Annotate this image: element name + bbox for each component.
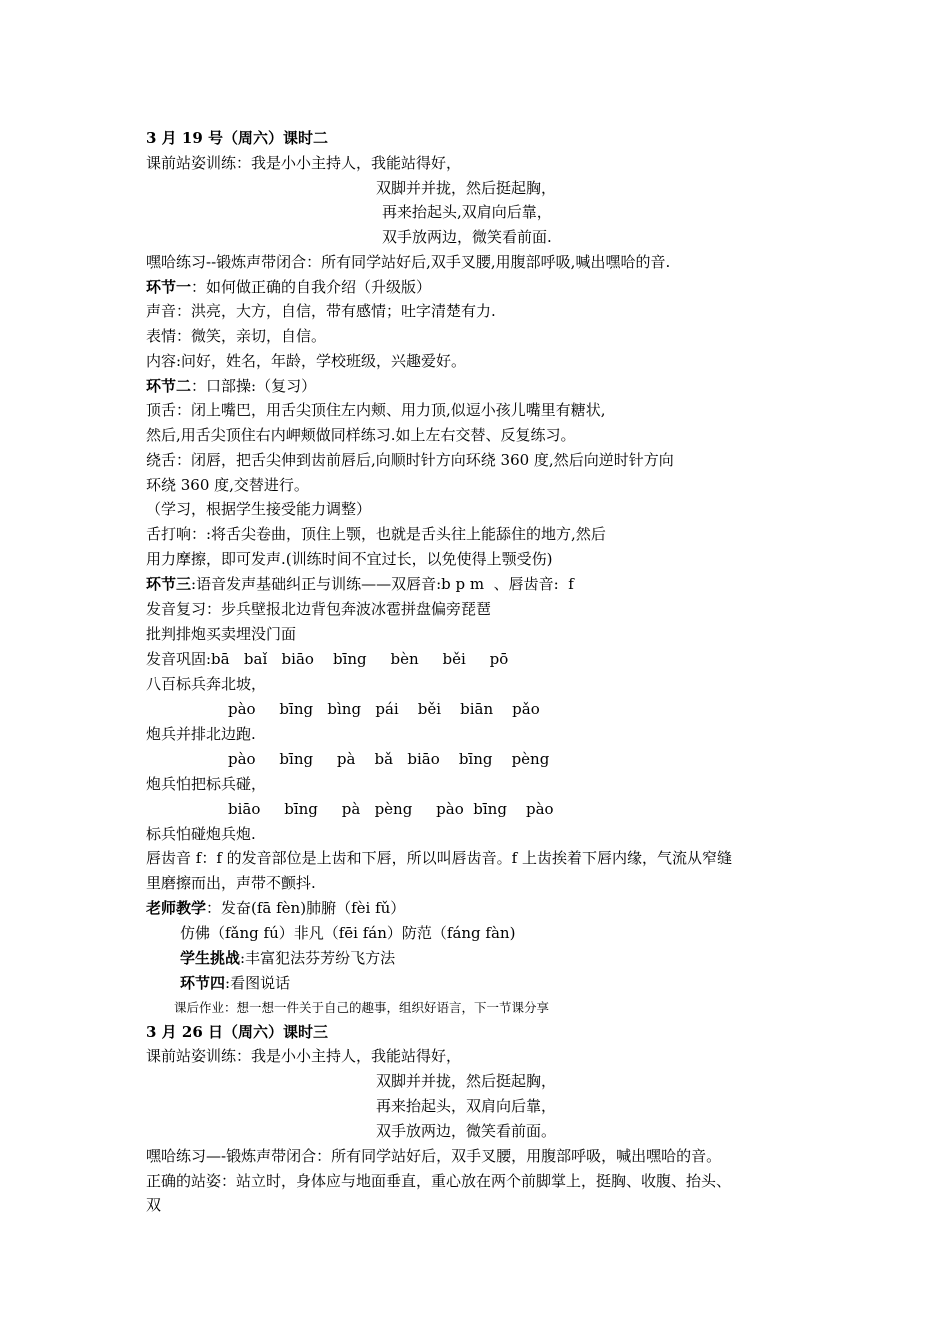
text-line bbox=[146, 301, 496, 321]
text-line bbox=[146, 326, 326, 346]
text-line bbox=[146, 277, 431, 297]
text-line bbox=[146, 376, 316, 396]
text-line bbox=[174, 998, 549, 1018]
text-line bbox=[146, 1171, 731, 1191]
text-line bbox=[180, 948, 395, 968]
text-line bbox=[146, 624, 296, 644]
text-line bbox=[376, 1121, 556, 1141]
text-run: ：发奋(fā fèn)肺腑（fèi fǔ） bbox=[206, 899, 406, 917]
text-line bbox=[146, 873, 316, 893]
text-run: 然后,用舌尖顶住右内岬颊做同样练习.如上左右交替、反复练习。 bbox=[146, 426, 576, 444]
text-run: 仿佛（fǎng fú）非凡（fēi fán）防范（fáng fàn) bbox=[180, 924, 516, 942]
bold-heading: 环节三 bbox=[146, 575, 192, 593]
text-run: ：如何做正确的自我介绍（升级版） bbox=[191, 278, 432, 296]
text-run: 里磨擦而出，声带不颤抖. bbox=[146, 874, 316, 892]
text-run: 顶舌：闭上嘴巴，用舌尖顶住左内颊、用力顶,似逗小孩儿嘴里有糖状, bbox=[146, 401, 606, 419]
text-run: 课前站姿训练：我是小小主持人，我能站得好， bbox=[146, 154, 462, 172]
text-line bbox=[146, 649, 508, 669]
text-run: pào bīng pà bǎ biāo bīng pèng bbox=[228, 750, 550, 768]
text-line bbox=[146, 674, 266, 694]
text-line bbox=[382, 227, 552, 247]
bold-heading: 环节一 bbox=[146, 278, 192, 296]
text-line bbox=[376, 1071, 556, 1091]
text-run: 再来抬起头,双肩向后靠， bbox=[382, 203, 552, 221]
text-line bbox=[146, 574, 574, 594]
text-run: 标兵怕碰炮兵炮. bbox=[146, 825, 256, 843]
text-run: 用力摩擦，即可发声.(训练时间不宜过长，以免使得上颚受伤) bbox=[146, 550, 553, 568]
text-line bbox=[146, 1195, 161, 1215]
text-run: 炮兵怕把标兵碰， bbox=[146, 775, 267, 793]
text-run: 发音复习：步兵壁报北边背包奔波冰雹拼盘偏旁琵琶 bbox=[146, 600, 492, 618]
text-line bbox=[146, 1022, 328, 1042]
text-run: :看图说话 bbox=[225, 974, 291, 992]
text-run: 课前站姿训练：我是小小主持人，我能站得好， bbox=[146, 1047, 462, 1065]
bold-heading: 老师教学 bbox=[146, 899, 207, 917]
text-run: 双脚并并拢，然后挺起胸， bbox=[376, 1072, 557, 1090]
bold-heading: 环节二 bbox=[146, 377, 192, 395]
text-line bbox=[228, 799, 554, 819]
text-line bbox=[146, 774, 266, 794]
text-line bbox=[146, 898, 405, 918]
bold-heading: 3 月 19 号（周六）课时二 bbox=[146, 129, 328, 147]
text-line bbox=[146, 252, 670, 272]
text-line bbox=[146, 153, 461, 173]
text-run: 嘿哈练习--锻炼声带闭合：所有同学站好后,双手叉腰,用腹部呼吸,喊出嘿哈的音. bbox=[146, 253, 671, 271]
text-line bbox=[146, 1146, 721, 1166]
bold-heading: 3 月 26 日（周六）课时三 bbox=[146, 1023, 328, 1041]
text-run: biāo bīng pà pèng pào bīng pào bbox=[228, 800, 554, 818]
text-run: 双 bbox=[146, 1196, 162, 1214]
text-line bbox=[146, 400, 606, 420]
text-run: 课后作业：想一想一件关于自己的趣事，组织好语言，下一节课分享 bbox=[174, 1000, 550, 1015]
text-run: 双手放两边，微笑看前面. bbox=[382, 228, 552, 246]
text-line bbox=[228, 749, 549, 769]
text-line bbox=[382, 202, 552, 222]
text-run: 炮兵并排北边跑. bbox=[146, 725, 256, 743]
bold-heading: 学生挑战 bbox=[180, 949, 241, 967]
text-line bbox=[376, 178, 556, 198]
text-run: 双脚并并拢，然后挺起胸， bbox=[376, 179, 557, 197]
text-line bbox=[146, 848, 732, 868]
text-line bbox=[228, 699, 540, 719]
text-line bbox=[146, 599, 491, 619]
text-run: ：口部操:（复习） bbox=[191, 377, 317, 395]
text-run: 八百标兵奔北坡， bbox=[146, 675, 267, 693]
text-run: :丰富犯法芬芳纷飞方法 bbox=[240, 949, 396, 967]
text-run: :语音发声基础纠正与训练——双唇音:b p m 、唇齿音: f bbox=[191, 575, 574, 593]
text-run: 批判排炮买卖埋没门面 bbox=[146, 625, 297, 643]
text-line bbox=[146, 128, 328, 148]
text-line bbox=[146, 475, 309, 495]
text-run: 内容:问好，姓名，年龄，学校班级，兴趣爱好。 bbox=[146, 352, 467, 370]
text-line bbox=[146, 724, 256, 744]
text-run: 嘿哈练习—-锻炼声带闭合：所有同学站好后，双手叉腰，用腹部呼吸，喊出嘿哈的音。 bbox=[146, 1147, 722, 1165]
text-run: （学习，根据学生接受能力调整） bbox=[146, 500, 372, 518]
text-run: 环绕 360 度,交替进行。 bbox=[146, 476, 309, 494]
text-line bbox=[146, 1046, 461, 1066]
text-line bbox=[146, 499, 371, 519]
text-run: 表情：微笑，亲切，自信。 bbox=[146, 327, 327, 345]
text-run: 双手放两边，微笑看前面。 bbox=[376, 1122, 557, 1140]
text-line bbox=[180, 923, 515, 943]
text-line bbox=[146, 824, 256, 844]
text-line bbox=[376, 1096, 556, 1116]
text-line bbox=[180, 973, 290, 993]
text-run: 发音巩固:bā baǐ biāo bīng bèn běi pō bbox=[146, 650, 509, 668]
text-run: 绕舌：闭唇，把舌尖伸到齿前唇后,向顺时针方向环绕 360 度,然后向逆时针方向 bbox=[146, 451, 674, 469]
text-line bbox=[146, 524, 606, 544]
text-run: pào bīng bìng pái běi biān pǎo bbox=[228, 700, 540, 718]
bold-heading: 环节四 bbox=[180, 974, 226, 992]
text-run: 正确的站姿：站立时，身体应与地面垂直，重心放在两个前脚掌上，挺胸、收腹、抬头、 bbox=[146, 1172, 732, 1190]
text-run: 再来抬起头，双肩向后靠， bbox=[376, 1097, 557, 1115]
text-line bbox=[146, 425, 576, 445]
text-run: 唇齿音 f：f 的发音部位是上齿和下唇，所以叫唇齿音。f 上齿挨着下唇内缘，气流从窄缝 bbox=[146, 849, 732, 867]
text-run: 舌打响：:将舌尖卷曲，顶住上颚，也就是舌头往上能舔住的地方,然后 bbox=[146, 525, 606, 543]
text-run: 声音：洪亮，大方，自信，带有感情；吐字清楚有力. bbox=[146, 302, 496, 320]
text-line bbox=[146, 351, 466, 371]
text-line bbox=[146, 549, 552, 569]
text-line bbox=[146, 450, 674, 470]
